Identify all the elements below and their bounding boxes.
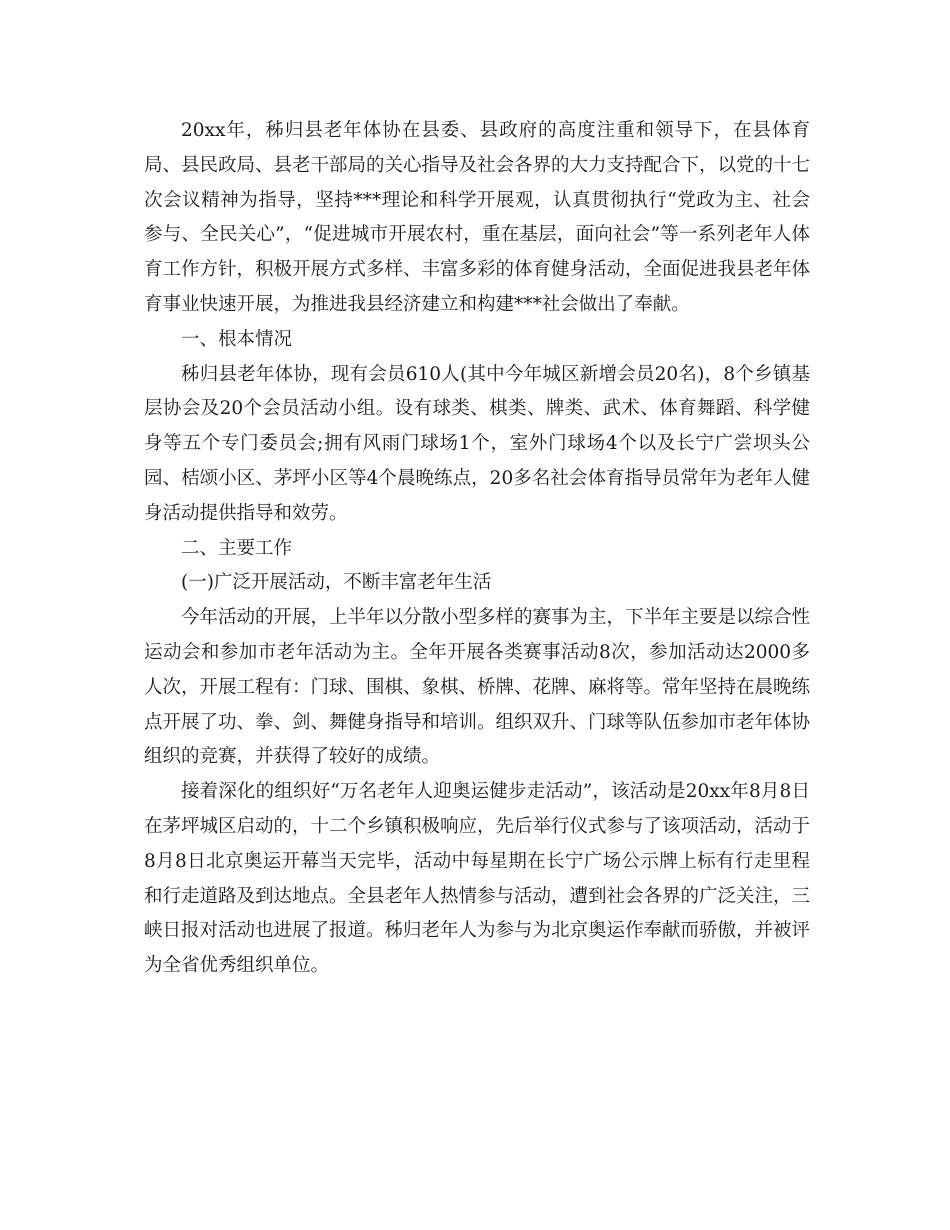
paragraph-olympic-walk: 接着深化的组织好“万名老年人迎奥运健步走活动”，该活动是20xx年8月8日在茅坪城区启动的，十二个乡镇积极响应，先后举行仪式参与了该项活动，活动于8月8日北京奥运开幕当天完毕，活动中每星期在长宁广场公示牌上标有行走里程和行走道路及到达地点。全县老年人热情参与活动，遭到社会各界的广泛关注，三峡日报对活动也进展了报道。秭归老年人为参与为北京奥运作奉献而骄傲，并被评为全省优秀组织单位。 <box>144 781 811 977</box>
heading-basic-situation: 一、根本情况 <box>181 328 293 350</box>
paragraph-intro: 20xx年，秭归县老年体协在县委、县政府的高度注重和领导下，在县体育局、县民政局、县老干部局的关心指导及社会各界的大力支持配合下，以党的十七次会议精神为指导，坚持***理论和科学开展观，认真贯彻执行“党政为主、社会参与、全民关心”，“促进城市开展农村，重在基层，面向社会”等一系列老年人体育工作方针，积极开展方式多样、丰富多彩的体育健身活动，全面促进我县老年体育事业快速开展，为推进我县经济建立和构建***社会做出了奉献。 <box>144 120 811 315</box>
paragraph-basic-situation: 秭归县老年体协，现有会员610人(其中今年城区新增会员20名)，8个乡镇基层协会及20个会员活动小组。设有球类、棋类、牌类、武术、体育舞蹈、科学健身等五个专门委员会;拥有风雨门球场1个，室外门球场4个以及长宁广尝坝头公园、桔颂小区、茅坪小区等4个晨晚练点，20多名社会体育指导员常年为老年人健身活动提供指导和效劳。 <box>144 363 810 524</box>
document-body <box>144 114 810 984</box>
paragraph-activities: 今年活动的开展，上半年以分散小型多样的赛事为主，下半年主要是以综合性运动会和参加市老年活动为主。全年开展各类赛事活动8次，参加活动达2000多人次，开展工程有：门球、围棋、象棋、桥牌、花牌、麻将等。常年坚持在晨晚练点开展了功、拳、剑、舞健身指导和培训。组织双升、门球等队伍参加市老年体协组织的竞赛，并获得了较好的成绩。 <box>144 607 811 768</box>
subheading-activities: (一)广泛开展活动，不断丰富老年生活 <box>181 572 492 594</box>
heading-main-work: 二、主要工作 <box>181 537 293 559</box>
